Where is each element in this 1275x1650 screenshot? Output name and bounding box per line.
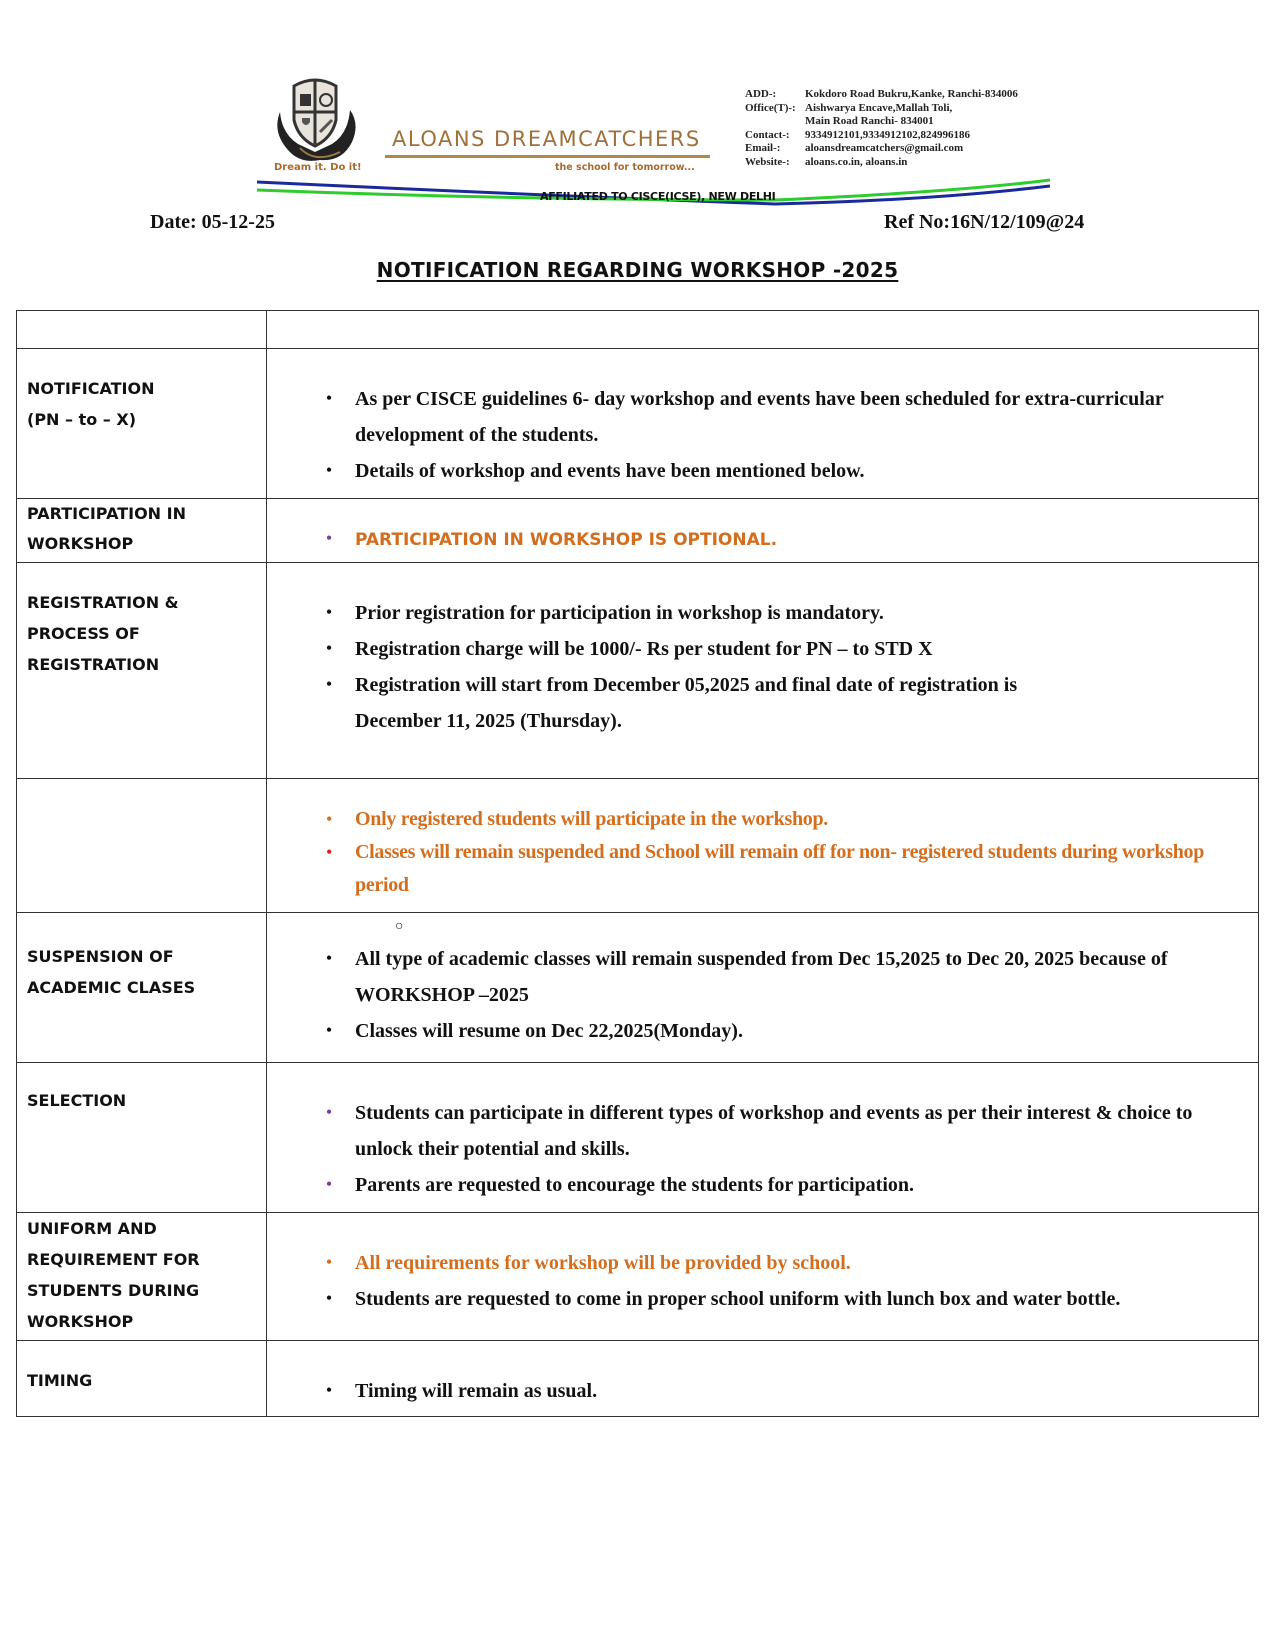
office-row: Office(T)-: Aishwarya Encave,Mallah Toli, [745, 101, 953, 114]
row-content [267, 311, 1259, 349]
bullet-icon: • [326, 1176, 332, 1193]
row-label: PARTICIPATION IN WORKSHOP [17, 499, 267, 563]
table-row-registration [17, 563, 1259, 779]
email-row: Email-: aloansdreamcatchers@gmail.com [745, 142, 964, 154]
bullet-icon: • [326, 1022, 332, 1039]
bullet-icon: • [326, 844, 332, 861]
row-content [267, 563, 1259, 779]
row-label: NOTIFICATION (PN – to – X) [17, 349, 267, 499]
list-item: • Parents are requested to encourage the students for participation. [319, 1167, 1244, 1203]
notice-date: Date: 05-12-25 [150, 211, 275, 233]
row-content [267, 499, 1259, 563]
row-content [267, 349, 1259, 499]
row-label: SUSPENSION OF ACADEMIC CLASES [17, 913, 267, 1063]
table-row-notification [17, 349, 1259, 499]
list-item: • Students can participate in different types of workshop and events as per their interest & choice to unlock their potential and skills. [319, 1095, 1244, 1167]
school-tagline: the school for tomorrow... [555, 162, 695, 173]
bullet-icon: • [326, 1254, 332, 1271]
list-item: • Registration charge will be 1000/- Rs per student for PN – to STD X [319, 631, 1244, 667]
row-content [267, 913, 1259, 1063]
bullet-icon: • [326, 1104, 332, 1121]
bullet-icon: • [326, 530, 332, 547]
list-item: • PARTICIPATION IN WORKSHOP IS OPTIONAL. [319, 521, 1244, 558]
office-row-2: Main Road Ranchi- 834001 [805, 115, 934, 127]
school-address-block [745, 88, 1018, 169]
row-content [267, 779, 1259, 913]
contact-row: Contact-: 9334912101,9334912102,824996186 [745, 128, 970, 141]
list-item: • As per CISCE guidelines 6- day workshop and events have been scheduled for extra-curricular development of the students. [319, 381, 1244, 453]
list-item: • Classes will resume on Dec 22,2025(Monday). [319, 1013, 1244, 1049]
table-row-timing [17, 1341, 1259, 1417]
list-item: • All type of academic classes will remain suspended from Dec 15,2025 to Dec 20, 2025 because of WORKSHOP –2025 [319, 941, 1244, 1013]
list-item: • Classes will remain suspended and School will remain off for non- registered students during workshop period [319, 836, 1244, 902]
name-underline [385, 155, 710, 158]
list-item: • Prior registration for participation in workshop is mandatory. [319, 595, 1244, 631]
row-label: UNIFORM AND REQUIREMENT FOR STUDENTS DURING WORKSHOP [17, 1213, 267, 1341]
table-row-uniform [17, 1213, 1259, 1341]
table-row [17, 311, 1259, 349]
row-label: SELECTION [17, 1063, 267, 1213]
list-item: • Registration will start from December 05,2025 and final date of registration is December 11, 2025 (Thursday). [319, 667, 1244, 739]
bullet-icon: • [326, 390, 332, 407]
reference-number: Ref No:16N/12/109@24 [884, 211, 1085, 233]
list-item: • Only registered students will participate in the workshop. [319, 803, 1244, 836]
school-name: ALOANS DREAMCATCHERS [392, 127, 701, 151]
bullet-icon: • [326, 604, 332, 621]
row-label: TIMING [17, 1341, 267, 1417]
row-label [17, 779, 267, 913]
bullet-icon: • [326, 1382, 332, 1399]
affiliation-text: AFFILIATED TO CISCE(ICSE), NEW DELHI [540, 190, 776, 203]
list-item: • All requirements for workshop will be provided by school. [319, 1245, 1244, 1281]
bullet-icon: • [326, 811, 332, 828]
bullet-icon: • [326, 462, 332, 479]
bullet-icon: • [326, 1290, 332, 1307]
letterhead [0, 0, 1275, 210]
school-motto: Dream it. Do it! [274, 162, 362, 173]
bullet-icon: • [326, 640, 332, 657]
row-content [267, 1341, 1259, 1417]
table-row-selection [17, 1063, 1259, 1213]
address-row: ADD-: Kokdoro Road Bukru,Kanke, Ranchi-834006 [745, 88, 1018, 100]
list-item: • Timing will remain as usual. [319, 1373, 1244, 1409]
table-row-registered-only [17, 779, 1259, 913]
bullet-icon: • [326, 950, 332, 967]
list-item: • Details of workshop and events have been mentioned below. [319, 453, 1244, 489]
row-content [267, 1063, 1259, 1213]
list-item: • Students are requested to come in proper school uniform with lunch box and water bottle. [319, 1281, 1244, 1317]
row-label: REGISTRATION & PROCESS OF REGISTRATION [17, 563, 267, 779]
website-row: Website-: aloans.co.in, aloans.in [745, 155, 908, 168]
table-row-participation [17, 499, 1259, 563]
empty-sub-bullet-icon: ○ [395, 919, 404, 934]
page-title: NOTIFICATION REGARDING WORKSHOP -2025 [376, 258, 899, 282]
row-content [267, 1213, 1259, 1341]
bullet-icon: • [326, 676, 332, 693]
school-crest-logo-icon [270, 72, 360, 168]
table-row-suspension [17, 913, 1259, 1063]
row-label [17, 311, 267, 349]
notice-table [16, 310, 1259, 1417]
